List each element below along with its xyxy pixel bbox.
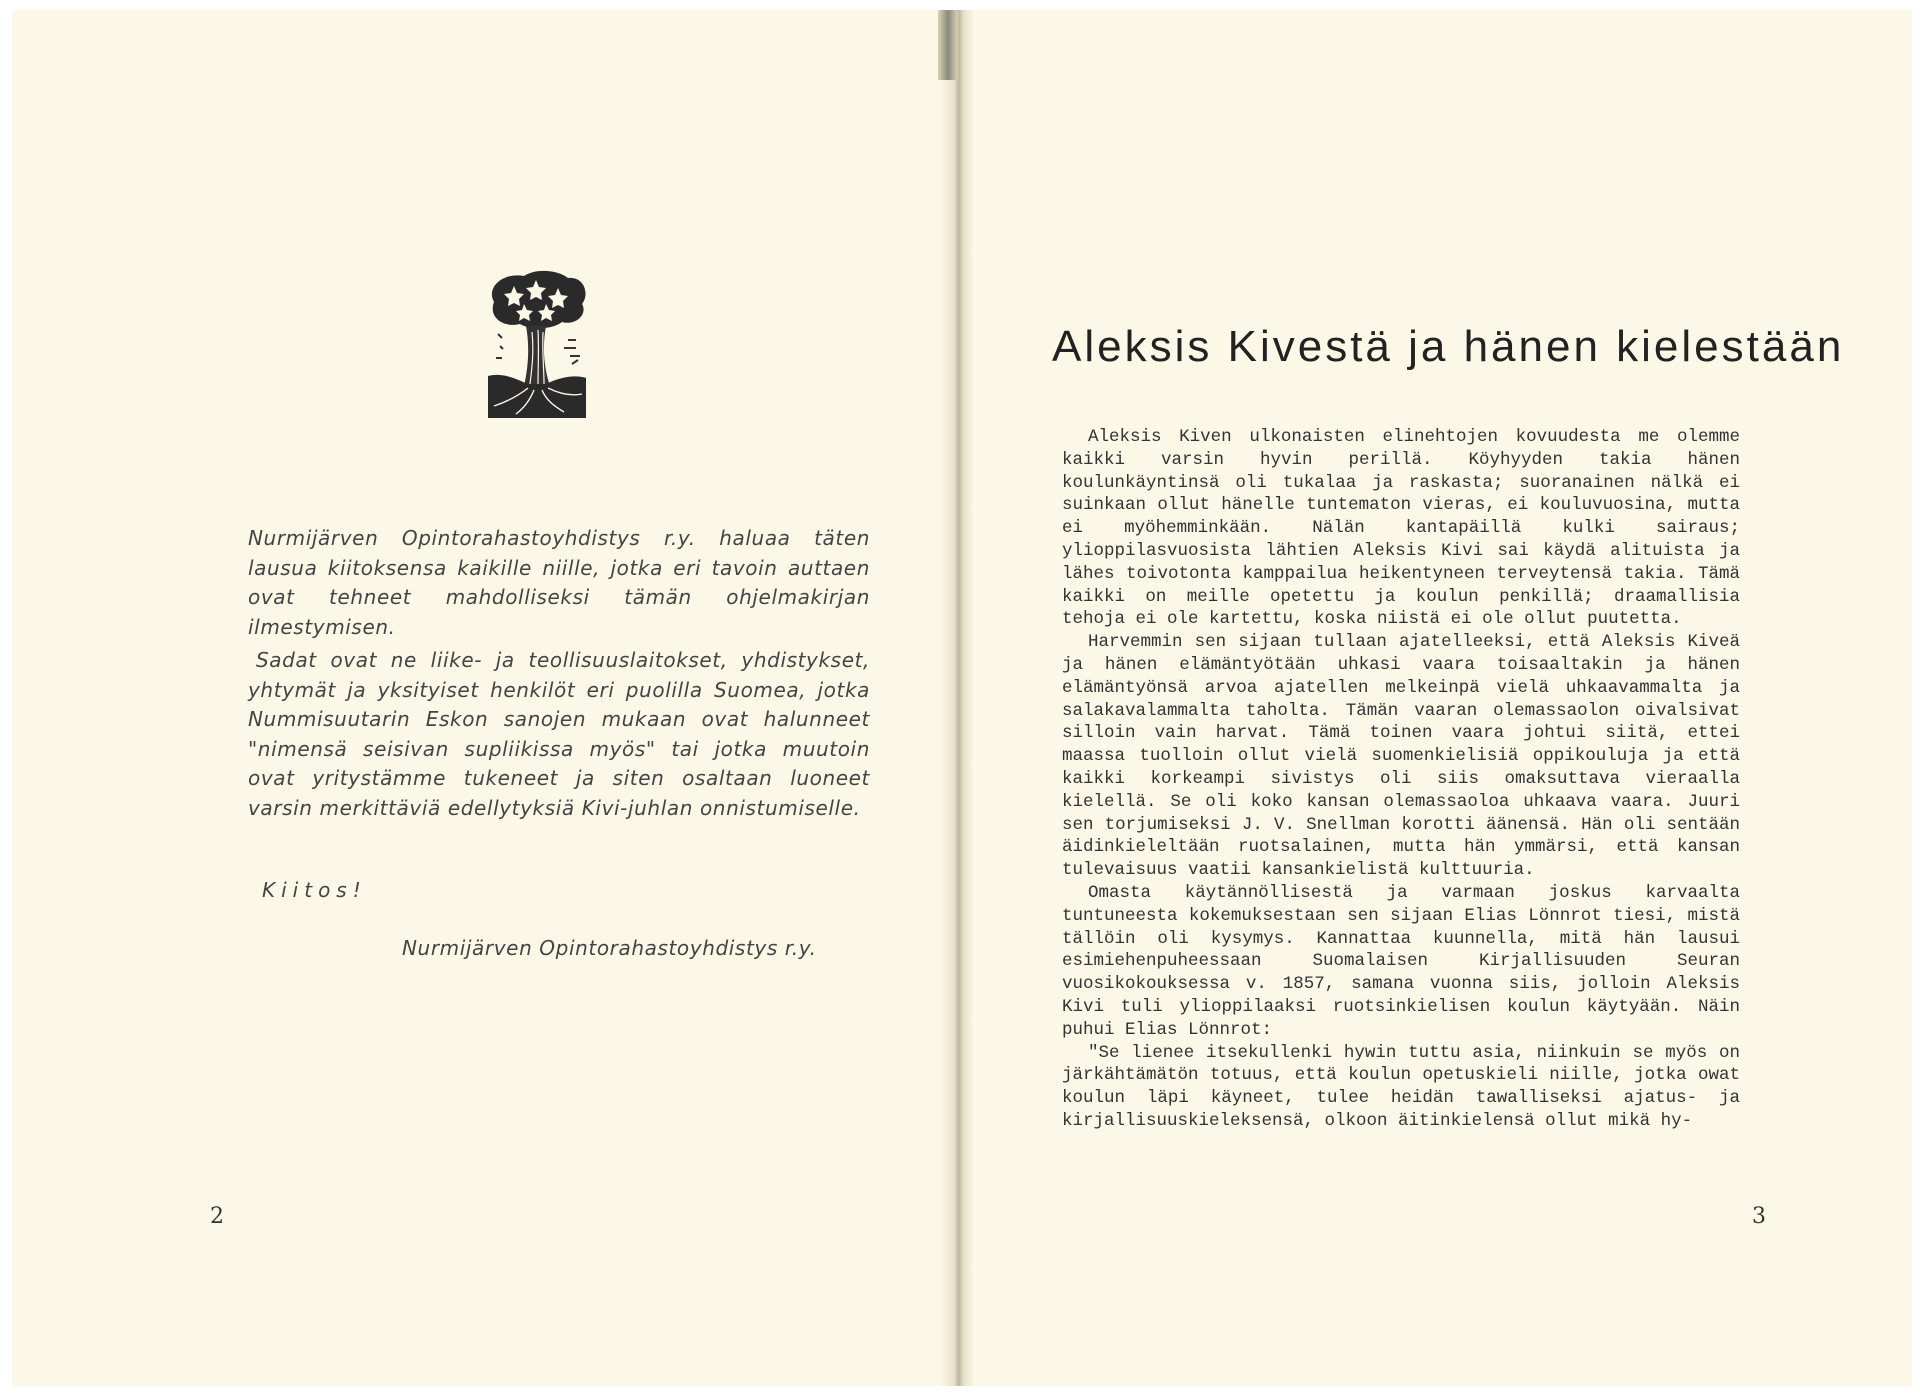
thanks-paragraph: Sadat ovat ne liike- ja teollisuuslaitokset, yhdistykset, yhtymät ja yksityiset henkilöt eri puolilla Suomea, jotka Nummisuutarin Eskon sanojen mukaan ovat halunneet "nimensä seisivan supliikissa myös" tai jotka muutoin ovat yritystämme tukeneet ja siten osaltaan luoneet varsin merkittäviä edellytyksiä Kivi-juhlan onnistumiselle. (248, 648, 870, 820)
article-title: Aleksis Kivestä ja hänen kielestään (1052, 322, 1845, 371)
article-paragraph: "Se lienee itsekullenki hywin tuttu asia, niinkuin se myös on järkähtämätön totuus, että koulun opetuskieli niille, jotka owat koulun läpi käyneet, tulee heidän tawalliseksi ajatus- ja kirjallisuuskieleksensä, olkoon äitinkielensä ollut mikä hy- (1062, 1042, 1740, 1131)
article-paragraph: Harvemmin sen sijaan tullaan ajatelleeksi, että Aleksis Kiveä ja hänen elämäntyötään uhkasi vaara toisaaltakin ja hänen elämäntyönsä arvoa ajatellen melkeinpä vielä uhkaavammalta ja salakavalammalta taholta. Tämän vaaran olemassaolon oivalsivat silloin vain harvat. Tämä toinen vaara johtui siitä, ettei maassa tuolloin ollut vielä suomenkielisiä oppikouluja ja että kaikki korkeampi sivistys oli siis omaksuttava vieraalla kielellä. Se oli koko kansan olemassaoloa uhkaava vaara. Juuri sen torjumiseksi J. V. Snellman korotti äänensä. Hän oli sentään äidinkieleltään ruotsalainen, mutta hän ymmärsi, että kansan tulevaisuus vaatii kansankielistä kulttuuria. (1062, 632, 1740, 881)
page-number-right: 3 (1752, 1204, 1766, 1229)
closing-word: Kiitos! (262, 878, 367, 902)
gutter-shadow (938, 10, 958, 80)
article-paragraph: Aleksis Kiven ulkonaisten elinehtojen kovuudesta me olemme kaikki varsin hyvin perillä. Köyhyyden takia hänen koulunkäyntinsä oli tukalaa ja raskasta; suoranainen nälkä ei suinkaan ollut hänelle tuntematon vieras, ei kouluvuosina, mutta ei myöhemminkään. Nälän kantapäillä kulki sairaus; ylioppilasvuosista lähtien Aleksis Kivi sai käydä alituista ja lähes toivotonta kamppailua heikentyneen terveytensä takia. Tämä kaikki on meille opetettu ja koulun penkillä; draamallisia tehoja ei ole kartettu, koska niistä ei ole ollut puutetta. (1062, 427, 1740, 630)
page-number-left: 2 (210, 1204, 224, 1229)
signature: Nurmijärven Opintorahastoyhdistys r.y. (402, 936, 817, 960)
thanks-paragraph: Nurmijärven Opintorahastoyhdistys r.y. haluaa täten lausua kiitoksensa kaikille niille, jotka eri tavoin auttaen ovat tehneet mahdolliseksi tämän ohjelmakirjan ilmestymisen. (248, 526, 870, 639)
article-paragraph: Omasta käytännöllisestä ja varmaan joskus karvaalta tuntuneesta kokemuksestaan sen sijaan Elias Lönnrot tiesi, mistä tällöin oli kysymys. Kannattaa kuunnella, mitä hän lausui esimiehenpuheessaan Suomalaisen Kirjallisuuden Seuran vuosikokouksessa v. 1857, samana vuonna siis, jolloin Aleksis Kivi tuli ylioppilaaksi ruotsinkielisen koulun käytyään. Näin puhui Elias Lönnrot: (1062, 882, 1740, 1040)
book-gutter (940, 10, 974, 1386)
article-body (1062, 426, 1740, 1133)
tree-emblem-icon (484, 268, 590, 420)
thanks-text (248, 524, 870, 823)
